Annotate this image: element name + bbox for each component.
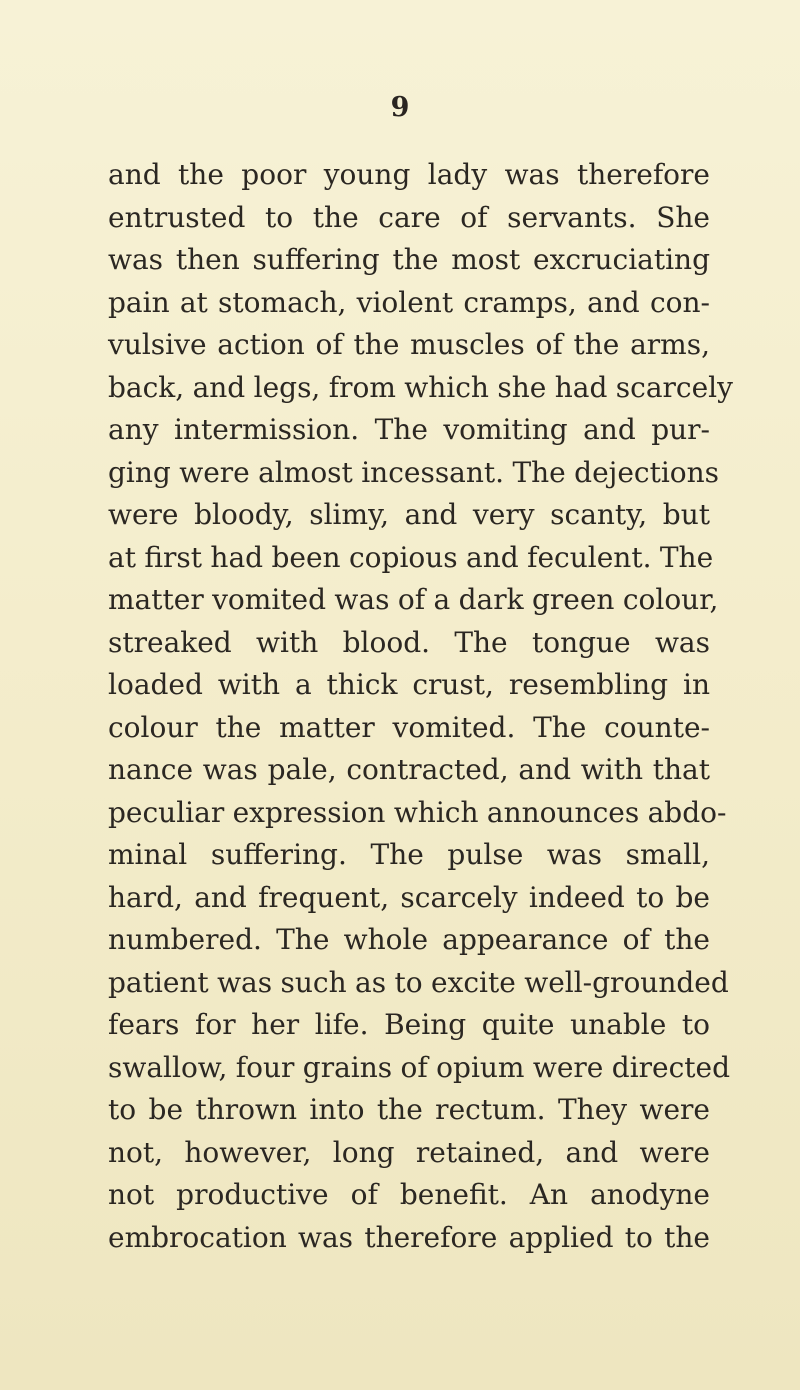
text-line: ging were almost incessant. The dejections [108, 455, 720, 489]
text-line: peculiar expression which announces abdo- [108, 795, 727, 829]
text-line: minal suffering. The pulse was small, [108, 838, 710, 871]
text-line: vulsive action of the muscles of the arms, [108, 328, 710, 361]
text-line: and the poor young lady was therefore [108, 158, 710, 191]
text-line: not productive of benefit. An anodyne [108, 1178, 710, 1211]
text-line: at first had been copious and feculent. The [108, 540, 714, 574]
page-number: 9 [390, 92, 410, 123]
text-line: nance was pale, contracted, and with that [108, 753, 710, 786]
text-line: patient was such as to excite well-grounded [108, 965, 729, 999]
text-line: colour the matter vomited. The counte- [108, 710, 710, 744]
text-line: any intermission. The vomiting and pur- [108, 413, 710, 446]
text-line: back, and legs, from which she had scarcely [108, 370, 733, 404]
body-text [108, 154, 733, 1259]
text-line: numbered. The whole appearance of the [108, 923, 710, 956]
text-line: were bloody, slimy, and very scanty, but [108, 498, 710, 531]
text-line: to be thrown into the rectum. They were [108, 1093, 710, 1126]
text-line: embrocation was therefore applied to the [108, 1220, 710, 1254]
text-line: was then suffering the most excruciating [108, 243, 710, 276]
text-line: swallow, four grains of opium were directed [108, 1050, 731, 1084]
text-line: not, however, long retained, and were [108, 1135, 710, 1169]
text-line: hard, and frequent, scarcely indeed to be [108, 880, 710, 914]
text-line: streaked with blood. The tongue was [108, 625, 710, 659]
text-line: loaded with a thick crust, resembling in [108, 668, 710, 701]
text-line: fears for her life. Being quite unable to [108, 1008, 710, 1041]
text-line: matter vomited was of a dark green colour, [108, 583, 719, 616]
text-line: entrusted to the care of servants. She [108, 200, 710, 234]
text-line: pain at stomach, violent cramps, and con- [108, 285, 710, 319]
